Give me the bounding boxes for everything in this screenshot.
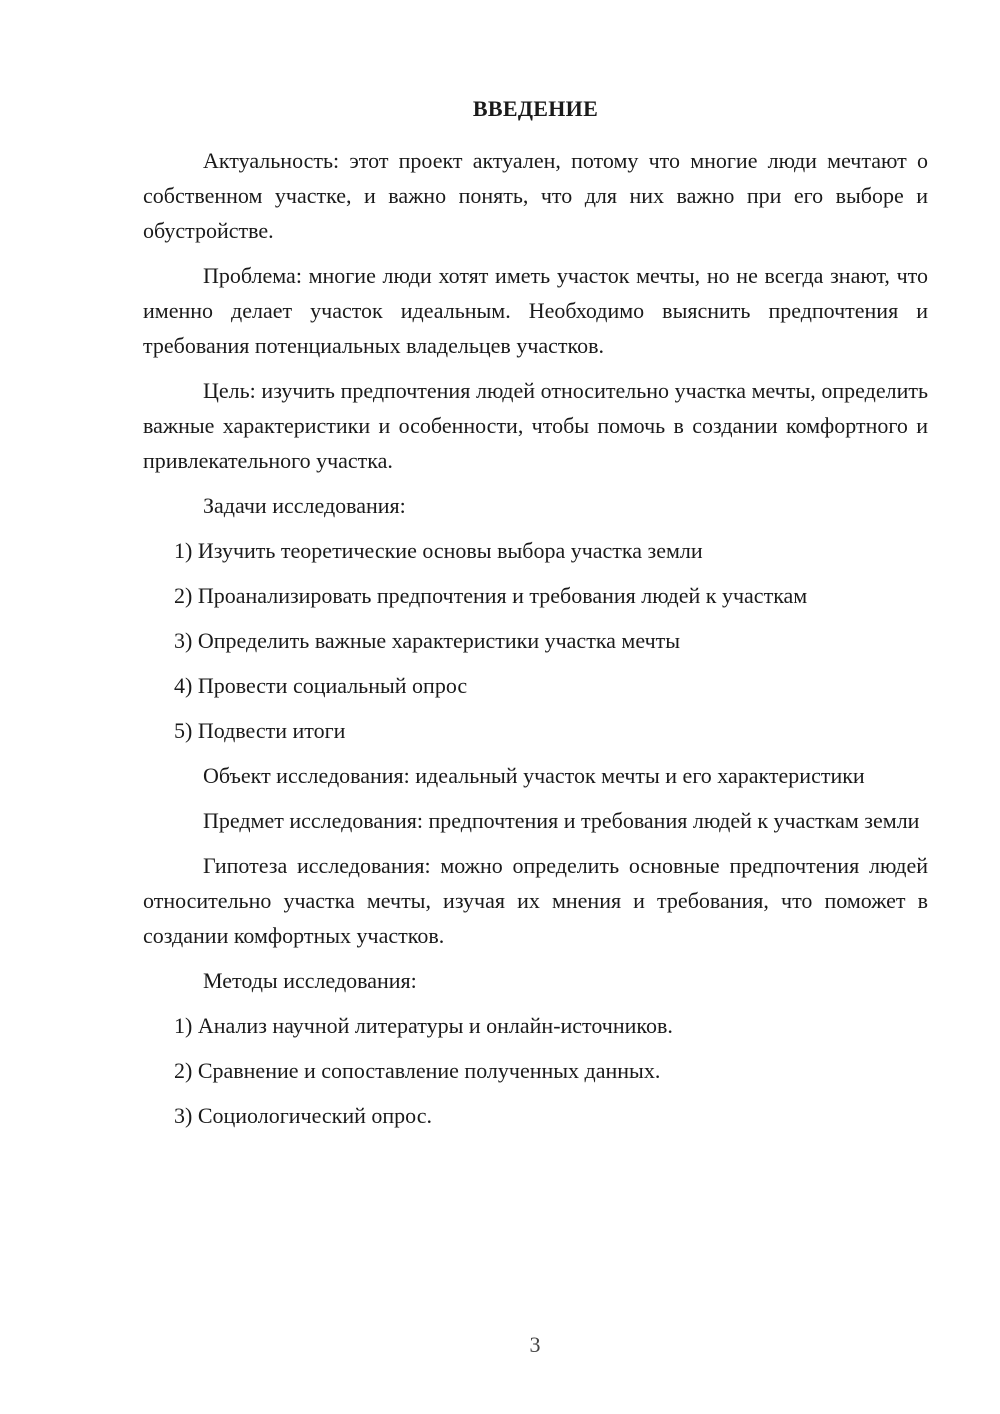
relevance-paragraph: Актуальность: этот проект актуален, потому что многие люди мечтают о собственном участке, и важно понять, что для них важно при его выборе и обустройстве. xyxy=(143,148,928,243)
tasks-list xyxy=(143,533,928,748)
method-item: 1) Анализ научной литературы и онлайн-источников. xyxy=(174,1013,673,1038)
method-item: 2) Сравнение и сопоставление полученных данных. xyxy=(174,1058,661,1083)
task-item: 1) Изучить теоретические основы выбора участка земли xyxy=(174,538,703,563)
goal-paragraph: Цель: изучить предпочтения людей относительно участка мечты, определить важные характеристики и особенности, чтобы помочь в создании комфортного и привлекательного участка. xyxy=(143,378,928,473)
page-number: 3 xyxy=(529,1332,541,1357)
tasks-label: Задачи исследования: xyxy=(203,493,406,518)
task-item: 3) Определить важные характеристики участка мечты xyxy=(174,628,681,653)
task-item: 4) Провести социальный опрос xyxy=(174,673,468,698)
task-item: 2) Проанализировать предпочтения и требования людей к участкам xyxy=(174,583,808,608)
problem-paragraph: Проблема: многие люди хотят иметь участок мечты, но не всегда знают, что именно делает участок идеальным. Необходимо выяснить предпочтения и требования потенциальных владельцев участков. xyxy=(143,263,928,358)
methods-list xyxy=(143,1008,928,1133)
hypothesis-paragraph: Гипотеза исследования: можно определить основные предпочтения людей относительно участка мечты, изучая их мнения и требования, что поможет в создании комфортных участков. xyxy=(143,853,928,948)
object-paragraph: Объект исследования: идеальный участок мечты и его характеристики xyxy=(203,763,865,788)
page-title: ВВЕДЕНИЕ xyxy=(472,96,599,121)
methods-label: Методы исследования: xyxy=(203,968,417,993)
subject-paragraph: Предмет исследования: предпочтения и требования людей к участкам земли xyxy=(203,808,920,833)
document-body xyxy=(143,143,928,1143)
task-item: 5) Подвести итоги xyxy=(174,718,346,743)
method-item: 3) Социологический опрос. xyxy=(174,1103,432,1128)
